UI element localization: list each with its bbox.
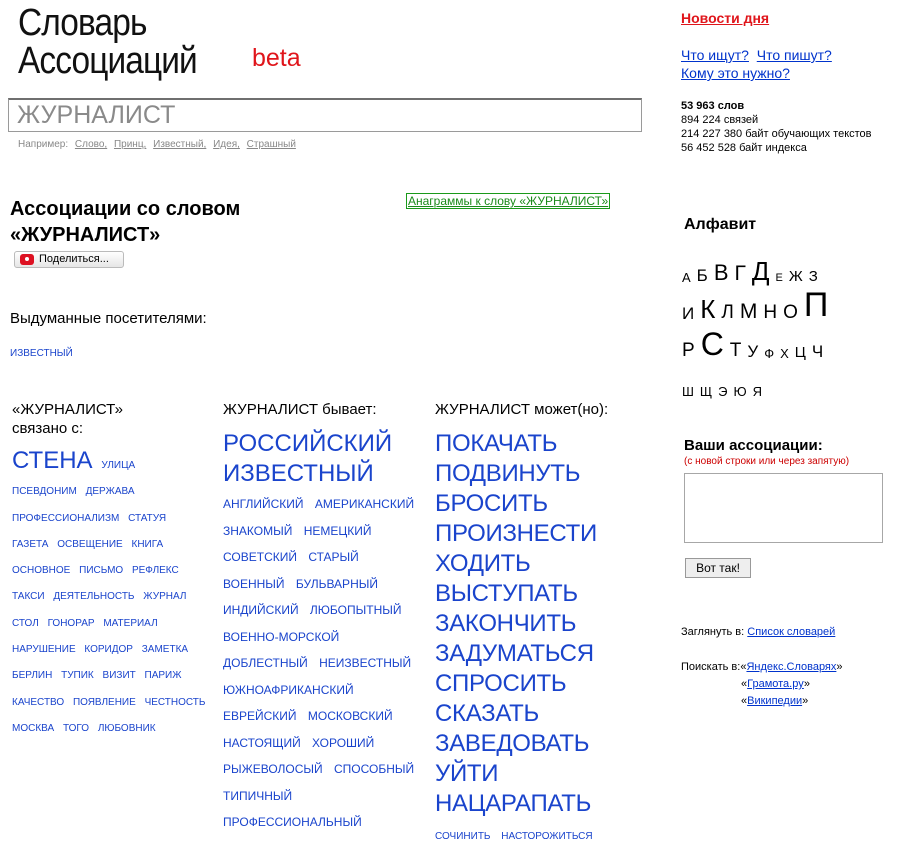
yandex-link[interactable]: Яндекс.Словарях	[746, 661, 837, 673]
wikipedia-link[interactable]: Википедии	[747, 695, 803, 707]
logo-line2: Ассоциаций	[18, 40, 197, 82]
verbs-column	[435, 400, 645, 842]
word-link[interactable]: КНИГА	[131, 538, 164, 550]
word-link[interactable]: ТОГО	[62, 722, 90, 734]
alphabet-letter[interactable]: Е	[775, 272, 783, 284]
word-link[interactable]: МАТЕРИАЛ	[103, 617, 158, 629]
search-input[interactable]	[9, 100, 641, 131]
alphabet-letter[interactable]: В	[713, 260, 729, 285]
word-link[interactable]: ГОНОРАР	[47, 617, 95, 629]
alphabet-title: Алфавит	[684, 216, 757, 233]
word-link[interactable]: БРОСИТЬ	[435, 490, 548, 517]
alphabet-letter[interactable]: О	[783, 302, 798, 323]
visitor-word[interactable]: ИЗВЕСТНЫЙ	[10, 348, 73, 359]
share-icon	[20, 254, 34, 265]
page-title-line2: «ЖУРНАЛИСТ»	[10, 224, 161, 246]
word-cloud	[12, 448, 212, 742]
word-cloud	[223, 491, 428, 836]
stat-index-bytes: 56 452 528 байт индекса	[681, 142, 807, 154]
stat-text-bytes: 214 227 380 байт обучающих текстов	[681, 128, 872, 140]
word-link[interactable]: ПАРИЖ	[144, 670, 182, 682]
example-link[interactable]: Идея,	[213, 139, 240, 150]
stat-words: 53 963 слов	[681, 100, 745, 112]
column-heading: ЖУРНАЛИСТ бывает:	[223, 401, 377, 418]
word-link[interactable]: ЗАКОНЧИТЬ	[435, 610, 577, 637]
gramota-link[interactable]: Грамота.ру	[747, 678, 804, 690]
adjectives-column	[223, 400, 428, 836]
alphabet-letter[interactable]: Б	[696, 266, 708, 285]
alphabet-letter[interactable]: Э	[718, 384, 728, 399]
column-heading-line1: «ЖУРНАЛИСТ»	[12, 401, 124, 418]
word-link[interactable]: РЫЖЕВОЛОСЫЙ	[223, 762, 323, 776]
word-link[interactable]: ИЗВЕСТНЫЙ	[223, 460, 374, 487]
word-link[interactable]: ТУПИК	[61, 670, 94, 682]
alphabet-letter[interactable]: Я	[752, 384, 762, 399]
word-link[interactable]: ПСЕВДОНИМ	[12, 486, 77, 498]
what-searched-link[interactable]: Что ищут?	[681, 47, 749, 63]
example-link[interactable]: Принц,	[113, 139, 147, 150]
word-link[interactable]: СОВЕТСКИЙ	[223, 550, 297, 564]
word-link[interactable]: РОССИЙСКИЙ	[223, 430, 393, 457]
word-link[interactable]: МОСКВА	[12, 722, 55, 734]
news-link[interactable]: Новости дня	[681, 10, 770, 26]
alphabet-letter[interactable]: У	[747, 342, 759, 361]
alphabet-row	[682, 284, 882, 322]
alphabet-row	[682, 246, 882, 284]
word-link[interactable]: ПРОФЕССИОНАЛЬНЫЙ	[223, 815, 362, 829]
word-link[interactable]: ОСВЕЩЕНИЕ	[57, 538, 123, 550]
word-cloud	[435, 831, 645, 842]
your-associations-title: Ваши ассоциации:	[684, 437, 823, 454]
word-link[interactable]: АНГЛИЙСКИЙ	[223, 497, 304, 511]
word-link[interactable]: КАЧЕСТВО	[12, 696, 65, 708]
beta-badge: beta	[252, 44, 301, 72]
word-link[interactable]: АМЕРИКАНСКИЙ	[314, 497, 415, 511]
alphabet-letter[interactable]: М	[739, 300, 758, 323]
alphabet-letter[interactable]: Г	[734, 262, 746, 285]
word-link[interactable]: ТИПИЧНЫЙ	[223, 788, 293, 803]
example-link[interactable]: Слово,	[74, 139, 108, 150]
word-link[interactable]: ДОБЛЕСТНЫЙ	[223, 656, 308, 670]
word-link[interactable]: ЗАМЕТКА	[141, 644, 189, 656]
what-written-link[interactable]: Что пишут?	[756, 47, 832, 63]
alphabet-letter[interactable]: С	[700, 326, 724, 362]
big-words	[435, 429, 645, 819]
share-button[interactable]	[14, 251, 124, 268]
word-link[interactable]: КОРИДОР	[84, 644, 133, 656]
word-link[interactable]: СПРОСИТЬ	[435, 670, 567, 697]
column-heading-line2: связано с:	[12, 420, 84, 437]
page-title	[10, 196, 240, 248]
word-link[interactable]: ПИСЬМО	[79, 565, 124, 577]
word-link[interactable]: ЛЮБОПЫТНЫЙ	[309, 603, 402, 617]
stat-links: 894 224 связей	[681, 114, 759, 126]
word-link[interactable]: ВОЕННО-МОРСКОЙ	[223, 629, 340, 644]
word-link[interactable]: СОЧИНИТЬ	[435, 831, 491, 842]
alphabet-letter[interactable]: З	[808, 268, 818, 285]
alphabet-grid	[682, 246, 882, 398]
site-logo[interactable]	[18, 4, 197, 80]
alphabet-letter[interactable]: Н	[763, 302, 778, 323]
word-link[interactable]: ПОЯВЛЕНИЕ	[72, 696, 136, 708]
peek-in	[681, 626, 835, 638]
word-link[interactable]: ВИЗИТ	[102, 670, 136, 682]
word-link[interactable]: УЛИЦА	[101, 460, 136, 471]
stats	[681, 99, 872, 155]
visitors-title: Выдуманные посетителями:	[10, 310, 207, 327]
word-link[interactable]: ХОРОШИЙ	[312, 735, 375, 750]
word-link[interactable]: СКАЗАТЬ	[435, 700, 539, 727]
word-link[interactable]: ЮЖНОАФРИКАНСКИЙ	[223, 682, 354, 697]
dictionaries-link[interactable]: Список словарей	[747, 626, 836, 638]
alphabet-letter[interactable]: К	[700, 294, 716, 324]
word-link[interactable]: ТАКСИ	[12, 591, 45, 603]
share-label: Поделиться...	[39, 253, 109, 265]
alphabet-letter[interactable]: Т	[729, 340, 742, 361]
alphabet-letter[interactable]: Ц	[794, 344, 806, 361]
associations-column	[12, 400, 212, 742]
word-link[interactable]: СТАРЫЙ	[308, 550, 359, 564]
alphabet-letter[interactable]: Щ	[699, 384, 713, 399]
your-associations	[684, 437, 884, 547]
word-link[interactable]: НАРУШЕНИЕ	[12, 644, 76, 656]
word-link[interactable]: ГАЗЕТА	[12, 538, 49, 550]
word-link[interactable]: ПОДВИНУТЬ	[435, 460, 581, 487]
word-link[interactable]: ПРОФЕССИОНАЛИЗМ	[12, 512, 120, 524]
word-link[interactable]: НЕМЕЦКИЙ	[303, 523, 372, 538]
word-link[interactable]: СТАТУЯ	[128, 512, 167, 524]
your-associations-hint: (с новой строки или через запятую)	[684, 456, 850, 467]
alphabet-letter[interactable]: Ю	[733, 384, 747, 399]
word-link[interactable]: ХОДИТЬ	[435, 550, 531, 577]
alphabet-row	[682, 322, 882, 360]
word-link[interactable]: ПОКАЧАТЬ	[435, 430, 558, 457]
associations-textarea[interactable]	[684, 473, 883, 543]
logo-line1: Словарь	[18, 2, 147, 44]
word-link[interactable]: ЗНАКОМЫЙ	[223, 523, 293, 538]
alphabet-letter[interactable]: Ч	[811, 342, 824, 361]
search-in-label: Поискать в:	[681, 661, 741, 673]
word-link[interactable]: ВОЕННЫЙ	[223, 576, 285, 591]
alphabet-letter[interactable]: Д	[751, 256, 770, 286]
word-link[interactable]: НАСТОРОЖИТЬСЯ	[501, 831, 593, 842]
search-examples	[18, 139, 296, 150]
who-needs-link[interactable]: Кому это нужно?	[681, 65, 790, 81]
word-link[interactable]: ЕВРЕЙСКИЙ	[223, 709, 297, 723]
word-link[interactable]: СПОСОБНЫЙ	[333, 762, 415, 776]
word-link[interactable]: СТЕНА	[12, 447, 93, 474]
alphabet-letter[interactable]: А	[682, 270, 691, 285]
alphabet-letter[interactable]: Х	[780, 346, 789, 361]
word-link[interactable]: ВЫСТУПАТЬ	[435, 580, 578, 607]
example-link[interactable]: Известный,	[153, 139, 207, 150]
big-words	[223, 429, 428, 489]
word-link[interactable]: ИНДИЙСКИЙ	[223, 603, 299, 617]
example-link[interactable]: Страшный	[246, 139, 296, 150]
word-link[interactable]: ПРОИЗНЕСТИ	[435, 520, 597, 547]
page-title-line1: Ассоциации со словом	[10, 198, 241, 220]
word-link[interactable]: ЛЮБОВНИК	[97, 722, 156, 734]
column-heading	[12, 400, 212, 438]
word-link[interactable]: МОСКОВСКИЙ	[307, 709, 393, 723]
alphabet-letter[interactable]: Ш	[682, 384, 694, 399]
submit-button[interactable]: Вот так!	[685, 558, 751, 578]
word-link[interactable]: НАСТОЯЩИЙ	[223, 735, 301, 750]
word-link[interactable]: БЕРЛИН	[12, 670, 53, 682]
alphabet-row	[682, 360, 882, 398]
word-link[interactable]: ЧЕСТНОСТЬ	[144, 696, 206, 708]
alphabet-letter[interactable]: Ф	[764, 346, 775, 361]
word-link[interactable]: РЕФЛЕКС	[131, 565, 179, 577]
word-link[interactable]: ЖУРНАЛ	[143, 591, 187, 603]
anagram-link[interactable]: Анаграммы к слову «ЖУРНАЛИСТ»	[408, 194, 609, 208]
peek-label: Заглянуть в:	[681, 626, 745, 638]
info-links	[681, 46, 832, 82]
alphabet-letter[interactable]: И	[682, 304, 695, 323]
search-in: Поискать в:«Яндекс.Словарях» «Грамота.ру» «Википедии»	[681, 661, 843, 707]
word-link[interactable]: ЗАВЕДОВАТЬ	[435, 730, 590, 757]
alphabet-letter[interactable]: П	[803, 286, 829, 324]
word-link[interactable]: ДЕРЖАВА	[85, 486, 135, 498]
word-link[interactable]: ЗАДУМАТЬСЯ	[435, 640, 594, 667]
examples-label: Например:	[18, 139, 69, 150]
alphabet-letter[interactable]: Л	[721, 302, 734, 323]
word-link[interactable]: ОСНОВНОЕ	[12, 565, 71, 577]
word-link[interactable]: УЙТИ	[435, 760, 499, 787]
alphabet-letter[interactable]: Ж	[788, 268, 803, 285]
word-link[interactable]: НАЦАРАПАТЬ	[435, 790, 592, 817]
word-link[interactable]: ДЕЯТЕЛЬНОСТЬ	[53, 591, 135, 603]
search-box	[8, 98, 642, 132]
word-link[interactable]: БУЛЬВАРНЫЙ	[295, 576, 378, 591]
alphabet-letter[interactable]: Р	[682, 340, 695, 361]
word-link[interactable]: СТОЛ	[12, 617, 39, 629]
word-link[interactable]: НЕИЗВЕСТНЫЙ	[319, 656, 412, 670]
column-heading: ЖУРНАЛИСТ может(но):	[435, 401, 609, 418]
